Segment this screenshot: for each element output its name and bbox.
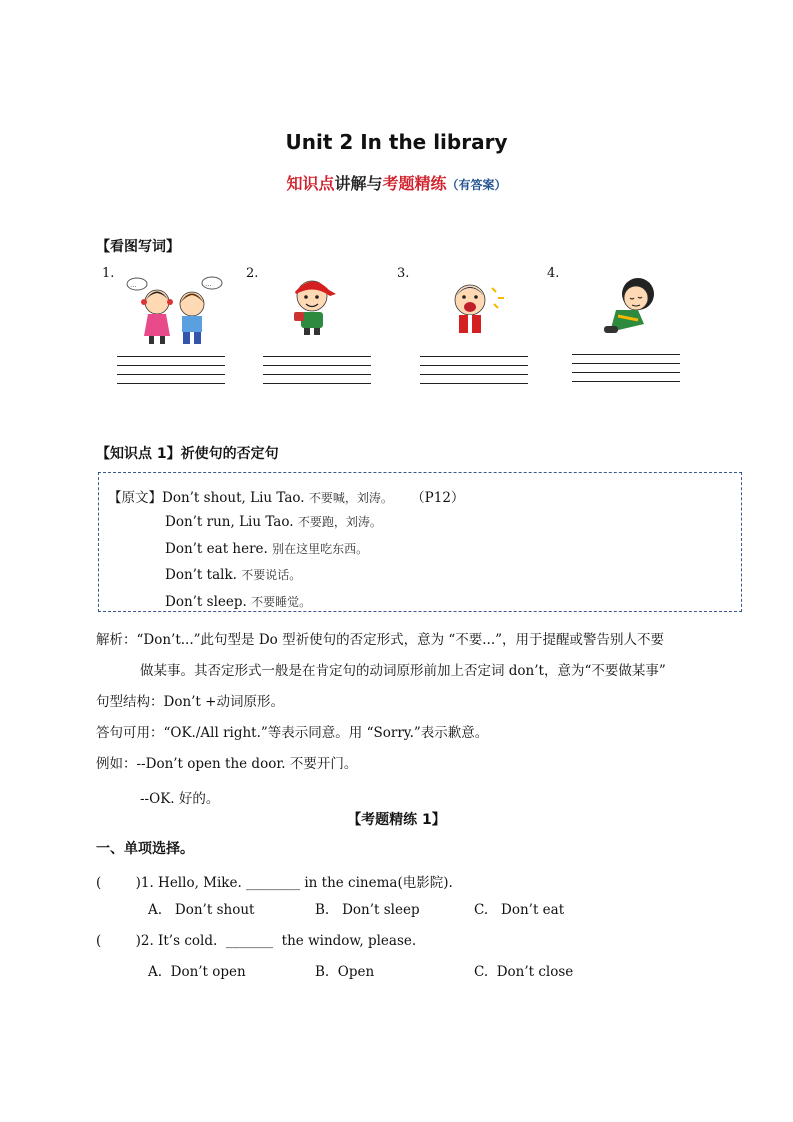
original-english: Don’t sleep.	[165, 594, 247, 610]
original-chinese: 别在这里吃东西。	[272, 542, 369, 556]
two-children-talking-icon	[124, 274, 224, 348]
picture-section-heading: 【看图写词】	[96, 239, 180, 255]
original-chinese: 不要睡觉。	[251, 595, 312, 609]
option-c[interactable]: C. Don’t eat	[474, 902, 565, 918]
page-subtitle	[0, 171, 793, 194]
picture-item-number: 3.	[397, 266, 410, 281]
picture-item-number: 1.	[102, 266, 115, 281]
option-a[interactable]: A. Don’t open	[148, 964, 246, 980]
answer-parenthesis[interactable]: ( )	[96, 933, 141, 949]
question-row	[96, 871, 453, 891]
option-b[interactable]: B. Don’t sleep	[315, 902, 420, 918]
answer-parenthesis[interactable]: ( )	[96, 875, 141, 891]
original-english: Don’t run, Liu Tao.	[165, 514, 294, 530]
svg-text:...: ...	[130, 281, 137, 289]
svg-text:...: ...	[205, 280, 212, 288]
original-line	[165, 566, 301, 583]
original-chinese: 不要说话。	[241, 568, 302, 582]
subtitle-part-3: 考题精练	[382, 174, 447, 193]
answer-lines-4[interactable]	[572, 354, 680, 390]
original-chinese: 不要跑，刘涛。	[297, 515, 382, 529]
option-b[interactable]: B. Open	[315, 964, 375, 980]
question-row	[96, 933, 416, 949]
structure-line: 句型结构：Don’t +动词原形。	[96, 694, 284, 710]
question-stem: 2. It’s cold. _______ the window, please.	[140, 933, 417, 949]
picture-item-number: 4.	[547, 266, 560, 281]
original-line	[165, 593, 311, 610]
option-a[interactable]: A. Don’t shout	[148, 902, 255, 918]
boy-sleeping-icon	[598, 276, 664, 340]
original-english: Don’t talk.	[165, 567, 237, 583]
answer-line: 答句可用：“OK./All right.”等表示同意。用 “Sorry.”表示歉意。	[96, 725, 489, 741]
exercise-part-title: 一、单项选择。	[96, 841, 194, 857]
page-reference: （P12）	[411, 490, 465, 506]
original-english: Don’t shout, Liu Tao.	[162, 490, 305, 506]
exercise-heading: 【考题精练 1】	[347, 812, 446, 828]
knowledge-point-heading: 【知识点 1】祈使句的否定句	[96, 446, 279, 462]
boy-shouting-icon	[440, 278, 510, 340]
example-line-2: --OK. 好的。	[140, 791, 220, 807]
original-label: 【原文】	[108, 490, 162, 506]
page-title: Unit 2 In the library	[285, 130, 508, 154]
original-english: Don’t eat here.	[165, 541, 268, 557]
subtitle-part-1: 知识点	[286, 174, 335, 193]
example-line-1: 例如：--Don’t open the door. 不要开门。	[96, 756, 358, 772]
original-line	[108, 486, 464, 506]
boy-eating-icon	[284, 272, 340, 336]
subtitle-note: （有答案）	[446, 178, 507, 192]
original-chinese: 不要喊，刘涛。	[308, 491, 393, 505]
subtitle-part-2: 讲解与	[334, 174, 383, 193]
answer-lines-3[interactable]	[420, 356, 528, 392]
picture-item-number: 2.	[246, 266, 259, 281]
answer-lines-1[interactable]	[117, 356, 225, 392]
original-line	[165, 540, 368, 557]
analysis-line-1: 解析：“Don’t...”此句型是 Do 型祈使句的否定形式，意为 “不要...”，用于提醒或警告别人不要	[96, 632, 665, 648]
question-stem: 1. Hello, Mike. ________ in the cinema(电影院).	[140, 875, 453, 891]
analysis-line-2: 做某事。其否定形式一般是在肯定句的动词原形前加上否定词 don’t，意为“不要做某事”	[140, 663, 666, 679]
option-c[interactable]: C. Don’t close	[474, 964, 574, 980]
answer-lines-2[interactable]	[263, 356, 371, 392]
original-line	[165, 513, 382, 530]
